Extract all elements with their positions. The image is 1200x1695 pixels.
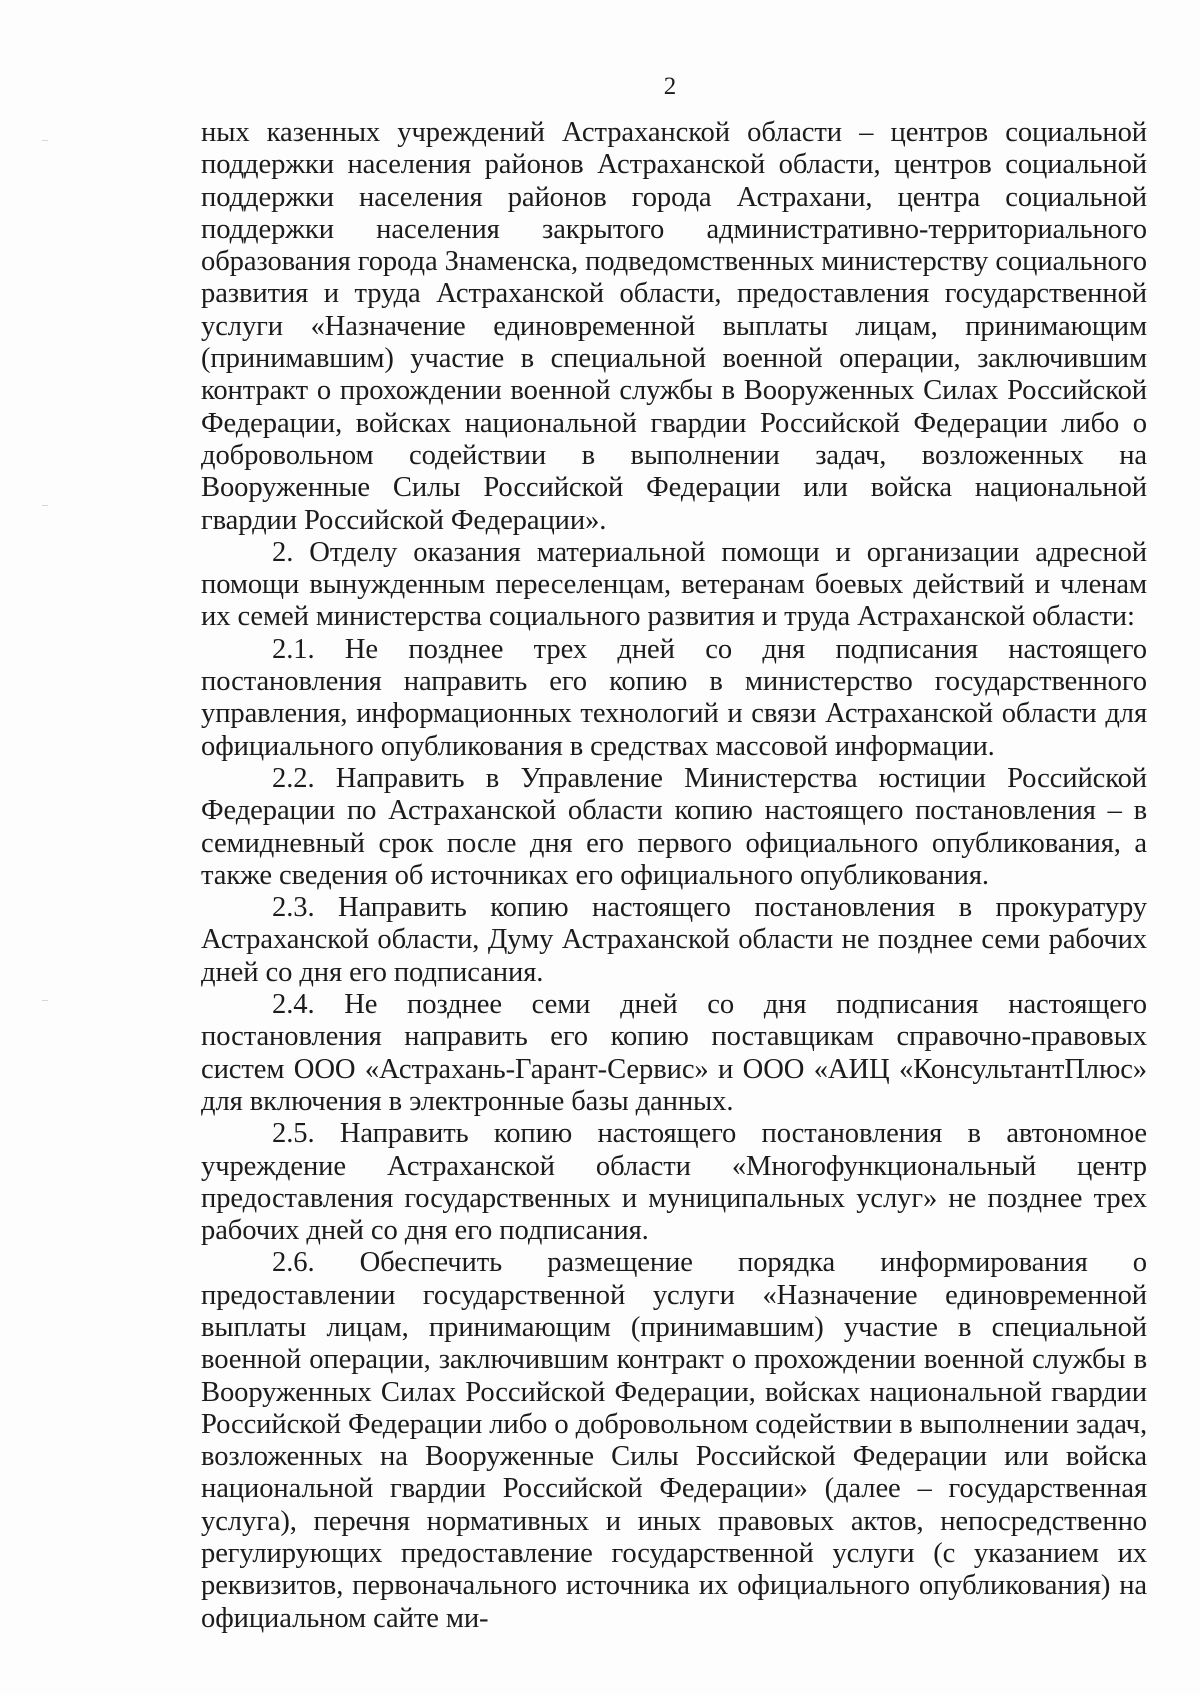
paragraph-2-1: 2.1. Не позднее трех дней со дня подписания настоящего постановления направить его копию в министерство государственного управления, информационных технологий и связи Астраханской области для официального опубликования в средствах массовой информации. [201, 633, 1147, 762]
paragraph-2-3: 2.3. Направить копию настоящего постановления в прокуратуру Астраханской области, Думу Астраханской области не позднее семи рабочих дней со дня его подписания. [201, 892, 1147, 988]
scan-margin-mark [42, 505, 48, 506]
document-body [201, 117, 1147, 1635]
paragraph-2: 2. Отделу оказания материальной помощи и организации адресной помощи вынужденным переселенцам, ветеранам боевых действий и членам их семей министерства социального развития и труда Астраханской области: [201, 536, 1147, 633]
scan-margin-mark [42, 1000, 48, 1001]
page-number: 2 [663, 73, 677, 100]
paragraph-2-2: 2.2. Направить в Управление Министерства юстиции Российской Федерации по Астраханской области копию настоящего постановления – в семидневный срок после дня его первого официального опубликования, а также сведения об источниках его официального опубликования. [201, 762, 1147, 891]
paragraph-2-5: 2.5. Направить копию настоящего постановления в автономное учреждение Астраханской области «Многофункциональный центр предоставления государственных и муниципальных услуг» не позднее трех рабочих дней со дня его подписания. [201, 1118, 1147, 1247]
paragraph-2-4: 2.4. Не позднее семи дней со дня подписания настоящего постановления направить его копию поставщикам справочно-правовых систем ООО «Астрахань-Гарант-Сервис» и ООО «АИЦ «КонсультантПлюс» для включения в электронные базы данных. [201, 989, 1147, 1117]
paragraph-intro-continued: ных казенных учреждений Астраханской области – центров социальной поддержки населения районов Астраханской области, центров социальной поддержки населения районов города Астрахани, центра социальной поддержки населения закрытого административно-территориального образования города Знаменска, подведомственных министерству социального развития и труда Астраханской области, предоставления государственной услуги «Назначение единовременной выплаты лицам, принимающим (принимавшим) участие в специальной военной операции, заключившим контракт о прохождении военной службы в Вооруженных Силах Российской Федерации, войсках национальной гвардии Российской Федерации либо о добровольном содействии в выполнении задач, возложенных на Вооруженные Силы Российской Федерации или войска национальной гвардии Российской Федерации». [201, 117, 1147, 536]
scan-margin-mark [42, 140, 48, 141]
paragraph-2-6: 2.6. Обеспечить размещение порядка информирования о предоставлении государственной услуги «Назначение единовременной выплаты лицам, принимающим (принимавшим) участие в специальной военной операции, заключившим контракт о прохождении военной службы в Вооруженных Силах Российской Федерации, войсках национальной гвардии Российской Федерации либо о добровольном содействии в выполнении задач, возложенных на Вооруженные Силы Российской Федерации или войска национальной гвардии Российской Федерации» (далее – государственная услуга), перечня нормативных и иных правовых актов, непосредственно регулирующих предоставление государственной услуги (с указанием их реквизитов, первоначального источника их официального опубликования) на официальном сайте ми- [201, 1247, 1147, 1634]
